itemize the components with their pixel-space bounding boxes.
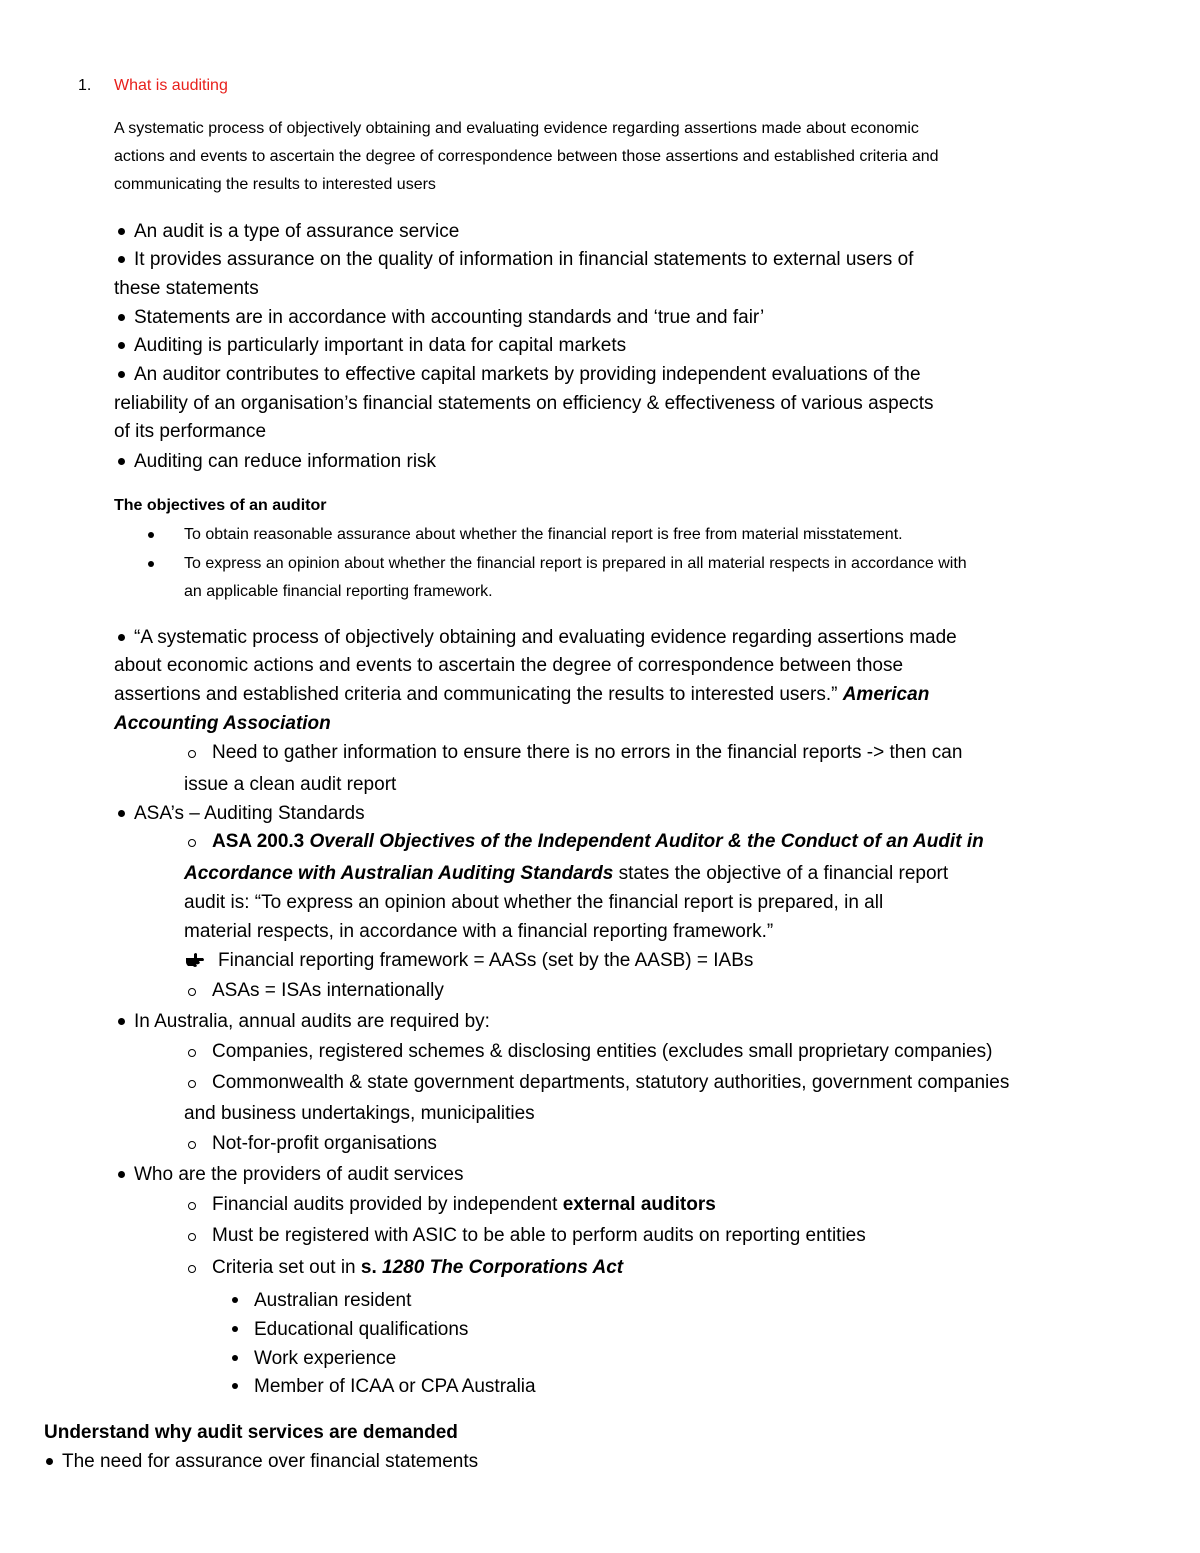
sub-bullet-text: and business undertakings, municipalities [184, 1103, 535, 1124]
quote-line: about economic actions and events to ascertain the degree of correspondence between those [114, 655, 904, 676]
sub-bullet-icon [188, 1265, 196, 1273]
sub-bullet-icon [188, 1080, 196, 1088]
bullet-icon [232, 1297, 238, 1303]
sub-bullet-icon [188, 750, 196, 758]
bullet-icon [118, 1018, 125, 1025]
bullet-text: Auditing can reduce information risk [134, 451, 437, 472]
asa-line: audit is: “To express an opinion about whether the financial report is prepared, in all [184, 892, 884, 913]
bullet-text: The need for assurance over financial statements [62, 1451, 479, 1472]
sub-bullet-text: Not-for-profit organisations [212, 1133, 437, 1154]
objective-text: To express an opinion about whether the financial report is prepared in all material respects in accordance with [184, 555, 967, 572]
sub-bullet-text: issue a clean audit report [184, 774, 397, 795]
bullet-icon [148, 561, 154, 567]
sub-bullet-text: Need to gather information to ensure there is no errors in the financial reports -> then can [212, 742, 963, 763]
bullet-text: of its performance [114, 421, 267, 442]
bullet-icon [148, 532, 154, 538]
section-heading: Understand why audit services are demanded [44, 1422, 458, 1443]
bullet-icon [118, 371, 125, 378]
definition-line: actions and events to ascertain the degree of correspondence between those assertions and established criteria and [114, 148, 939, 165]
bullet-icon [118, 810, 125, 817]
quote-line: assertions and established criteria and communicating the results to interested users.” American [114, 684, 930, 705]
asa-line: ASA 200.3 Overall Objectives of the Independent Auditor & the Conduct of an Audit in [212, 831, 984, 852]
bullet-text: these statements [114, 278, 259, 299]
quote-source: American [842, 684, 930, 705]
sub-bullet-icon [188, 1233, 196, 1241]
bullet-icon [232, 1383, 238, 1389]
section-heading: What is auditing [114, 77, 228, 94]
bullet-icon [118, 256, 125, 263]
bullet-text: reliability of an organisation’s financial statements on efficiency & effectiveness of various aspects [114, 393, 934, 414]
objective-text: an applicable financial reporting framework. [184, 583, 493, 600]
asa-line: material respects, in accordance with a financial reporting framework.” [184, 921, 774, 942]
sub-bullet-text: Must be registered with ASIC to be able to perform audits on reporting entities [212, 1225, 866, 1246]
objectives-heading: The objectives of an auditor [114, 497, 327, 514]
pointing-hand-icon [184, 950, 208, 970]
criteria-item: Australian resident [254, 1290, 412, 1311]
sub-bullet-text: Criteria set out in s. 1280 The Corporations Act [212, 1257, 624, 1278]
bullet-icon [118, 458, 125, 465]
objective-text: To obtain reasonable assurance about whether the financial report is free from material misstatement. [184, 526, 903, 543]
bullet-text: An audit is a type of assurance service [134, 221, 460, 242]
bullet-text: Auditing is particularly important in data for capital markets [134, 335, 627, 356]
quote-source: Accounting Association [114, 713, 331, 734]
sub-bullet-icon [188, 839, 196, 847]
sub-bullet-icon [188, 1141, 196, 1149]
definition-line: communicating the results to interested users [114, 176, 436, 193]
sub-bullet-text: Financial audits provided by independent external auditors [212, 1194, 716, 1215]
framework-text: Financial reporting framework = AASs (set by the AASB) = IABs [218, 950, 754, 971]
criteria-item: Work experience [254, 1348, 397, 1369]
bullet-icon [118, 314, 125, 321]
bullet-icon [118, 228, 125, 235]
bullet-text: An auditor contributes to effective capital markets by providing independent evaluations of the [134, 364, 921, 385]
bullet-text: ASA’s – Auditing Standards [134, 803, 365, 824]
bullet-text: In Australia, annual audits are required by: [134, 1011, 490, 1032]
criteria-item: Member of ICAA or CPA Australia [254, 1376, 536, 1397]
bullet-text: Who are the providers of audit services [134, 1164, 464, 1185]
sub-bullet-icon [188, 988, 196, 996]
definition-line: A systematic process of objectively obtaining and evaluating evidence regarding assertions made about economic [114, 120, 919, 137]
bullet-icon [118, 1171, 125, 1178]
sub-bullet-text: Commonwealth & state government departments, statutory authorities, government companies [212, 1072, 1010, 1093]
bullet-icon [232, 1355, 238, 1361]
criteria-item: Educational qualifications [254, 1319, 469, 1340]
bullet-icon [118, 634, 125, 641]
sub-bullet-text: Companies, registered schemes & disclosing entities (excludes small proprietary companies) [212, 1041, 993, 1062]
sub-bullet-text: ASAs = ISAs internationally [212, 980, 444, 1001]
bullet-icon [232, 1326, 238, 1332]
bullet-text: Statements are in accordance with accounting standards and ‘true and fair’ [134, 307, 765, 328]
bullet-text: It provides assurance on the quality of information in financial statements to external users of [134, 249, 914, 270]
asa-line: Accordance with Australian Auditing Standards states the objective of a financial report [184, 863, 949, 884]
sub-bullet-icon [188, 1202, 196, 1210]
quote-line: “A systematic process of objectively obtaining and evaluating evidence regarding assertions made [134, 627, 957, 648]
list-number: 1. [78, 77, 92, 94]
bullet-icon [46, 1458, 53, 1465]
sub-bullet-icon [188, 1049, 196, 1057]
bullet-icon [118, 342, 125, 349]
